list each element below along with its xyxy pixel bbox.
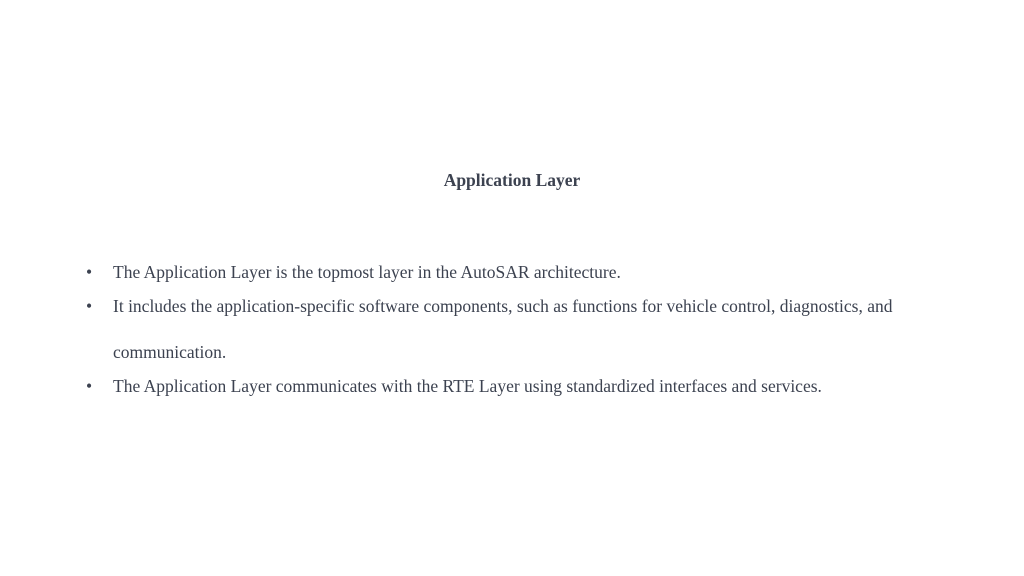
bullet-item [86,283,966,375]
bullet-icon: • [86,376,93,396]
bullet-item [86,363,966,409]
bullet-text: It includes the application-specific software components, such as functions for vehicle control, diagnostics, and communication. [113,296,893,362]
bullet-text: The Application Layer is the topmost layer in the AutoSAR architecture. [113,262,621,282]
bullet-icon: • [86,296,93,316]
bullet-text: The Application Layer communicates with the RTE Layer using standardized interfaces and services. [113,376,822,396]
bullet-icon: • [86,262,93,282]
slide-title: Application Layer [443,170,581,190]
bullet-list [86,261,966,409]
